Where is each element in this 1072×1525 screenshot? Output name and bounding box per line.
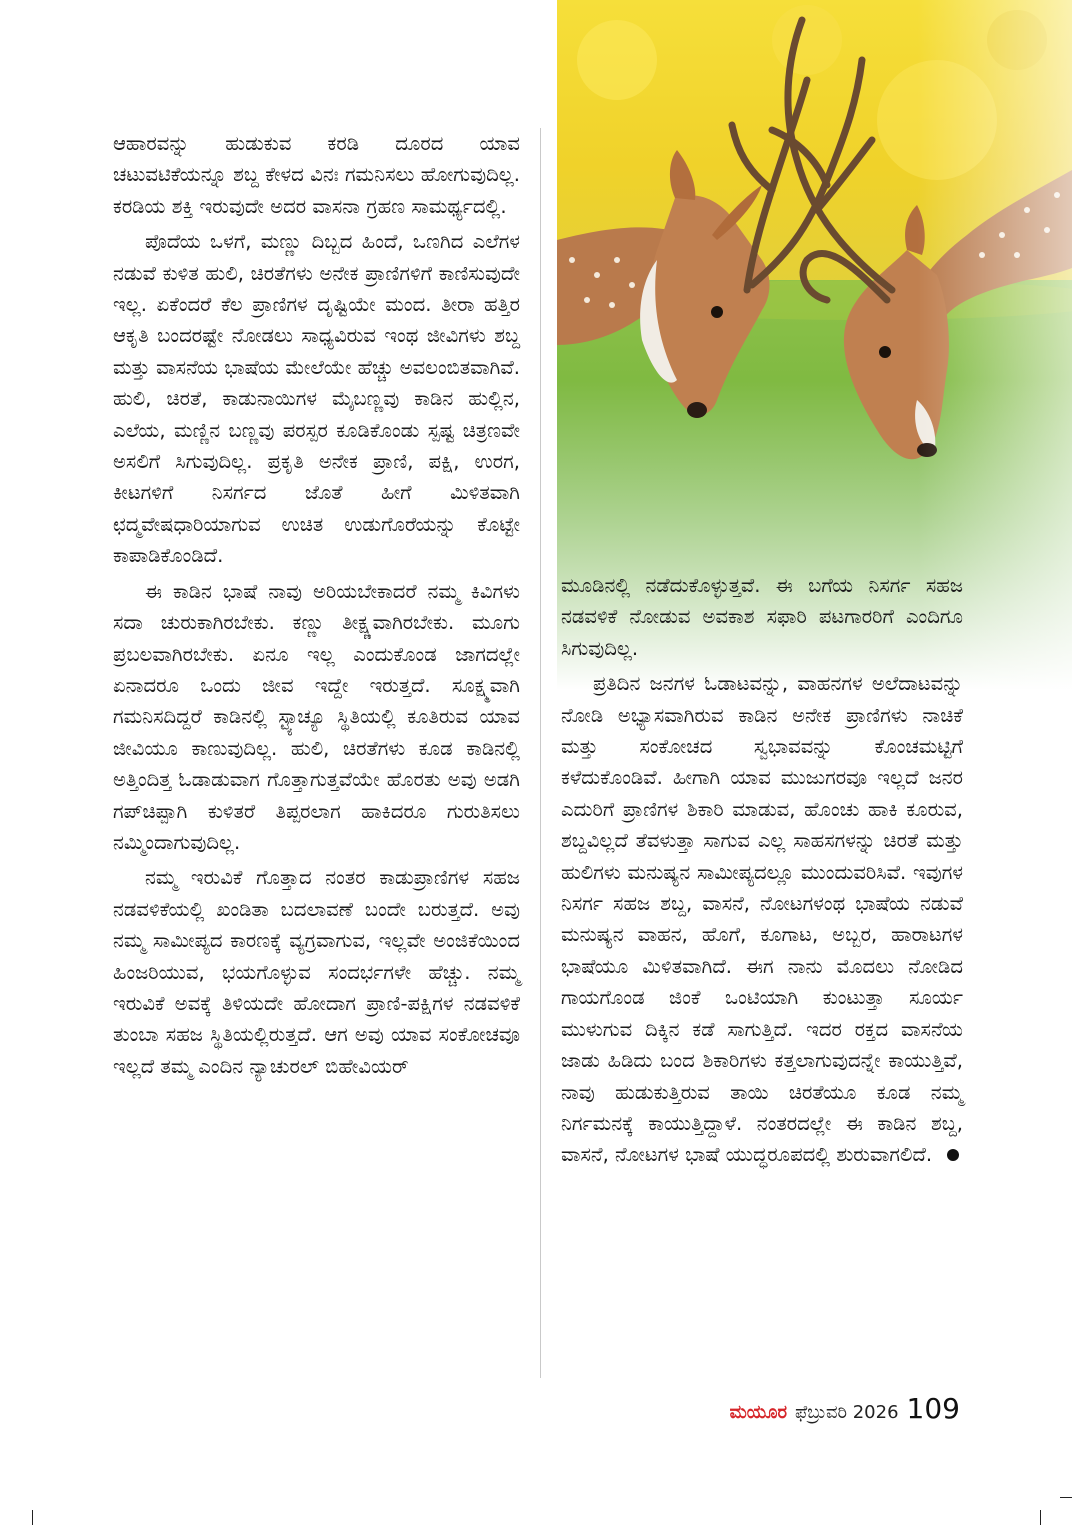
paragraph-text: ಪ್ರತಿದಿನ ಜನಗಳ ಓಡಾಟವನ್ನು, ವಾಹನಗಳ ಅಲೆದಾಟವನ್ನು ನೋಡಿ ಅಭ್ಯಾಸವಾಗಿರುವ ಕಾಡಿನ ಅನೇಕ ಪ್ರಾಣಿಗಳು ನಾಚಿಕೆ ಮತ್ತು ಸಂಕೋಚದ ಸ್ವಭಾವವನ್ನು ಕೊಂಚಮಟ್ಟಿಗೆ ಕಳೆದುಕೊಂಡಿವೆ. ಹೀಗಾಗಿ ಯಾವ ಮುಜುಗರವೂ ಇಲ್ಲದೆ ಜನರ ಎದುರಿಗೆ ಪ್ರಾಣಿಗಳ ಶಿಕಾರಿ ಮಾಡುವ, ಹೊಂಚು ಹಾಕಿ ಕೂರುವ, ಶಬ್ದವಿಲ್ಲದೆ ತೆವಳುತ್ತಾ ಸಾಗುವ ಎಲ್ಲ ಸಾಹಸಗಳನ್ನು ಚಿರತೆ ಮತ್ತು ಹುಲಿಗಳು ಮನುಷ್ಯನ ಸಾಮೀಪ್ಯದಲ್ಲೂ ಮುಂದುವರಿಸಿವೆ. ಇವುಗಳ ನಿಸರ್ಗ ಸಹಜ ಶಬ್ದ, ವಾಸನೆ, ನೋಟಗಳಂಥ ಭಾಷೆಯ ನಡುವೆ ಮನುಷ್ಯನ ವಾಹನ, ಹೊಗೆ, ಕೂಗಾಟ, ಅಬ್ಬರ, ಹಾರಾಟಗಳ ಭಾಷೆಯೂ ಮಿಳಿತವಾಗಿದೆ. ಈಗ ನಾನು ಮೊದಲು ನೋಡಿದ ಗಾಯಗೊಂಡ ಜಿಂಕೆ ಒಂಟಿಯಾಗಿ ಕುಂಟುತ್ತಾ ಸೂರ್ಯ ಮುಳುಗುವ ದಿಕ್ಕಿನ ಕಡೆ ಸಾಗುತ್ತಿದೆ. ಇದರ ರಕ್ತದ ವಾಸನೆಯ ಜಾಡು ಹಿಡಿದು ಬಂದ ಶಿಕಾರಿಗಳು ಕತ್ತಲಾಗುವುದನ್ನೇ ಕಾಯುತ್ತಿವೆ, ನಾವು ಹುಡುಕುತ್ತಿರುವ ತಾಯಿ ಚಿರತೆಯೂ ಕೂಡ ನಮ್ಮ ನಿರ್ಗಮನಕ್ಕೆ ಕಾಯುತ್ತಿದ್ದಾಳೆ. ನಂತರದಲ್ಲೇ ಈ ಕಾಡಿನ ಶಬ್ದ, ವಾಸನೆ, ನೋಟಗಳ ಭಾಷೆ ಯುದ್ಧರೂಪದಲ್ಲಿ ಶುರುವಾಗಲಿದೆ. (561, 672, 963, 1167)
column-divider (540, 128, 541, 1378)
paragraph: ಆಹಾರವನ್ನು ಹುಡುಕುವ ಕರಡಿ ದೂರದ ಯಾವ ಚಟುವಟಿಕೆಯನ್ನೂ ಶಬ್ದ ಕೇಳದ ವಿನಃ ಗಮನಿಸಲು ಹೋಗುವುದಿಲ್ಲ. ಕರಡಿಯ ಶಕ್ತಿ ಇರುವುದೇ ಅದರ ವಾಸನಾ ಗ್ರಹಣ ಸಾಮರ್ಥ್ಯದಲ್ಲಿ. (113, 132, 520, 218)
crop-mark (32, 1510, 33, 1525)
page-footer (730, 1392, 960, 1432)
paragraph: ನಮ್ಮ ಇರುವಿಕೆ ಗೊತ್ತಾದ ನಂತರ ಕಾಡುಪ್ರಾಣಿಗಳ ಸಹಜ ನಡವಳಿಕೆಯಲ್ಲಿ ಖಂಡಿತಾ ಬದಲಾವಣೆ ಬಂದೇ ಬರುತ್ತದೆ. ಅವು ನಮ್ಮ ಸಾಮೀಪ್ಯದ ಕಾರಣಕ್ಕೆ ವ್ಯಗ್ರವಾಗುವ, ಇಲ್ಲವೇ ಅಂಜಿಕೆಯಿಂದ ಹಿಂಜರಿಯುವ, ಭಯಗೊಳ್ಳುವ ಸಂದರ್ಭಗಳೇ ಹೆಚ್ಚು. ನಮ್ಮ ಇರುವಿಕೆ ಅವಕ್ಕೆ ತಿಳಿಯದೇ ಹೋದಾಗ ಪ್ರಾಣಿ-ಪಕ್ಷಿಗಳ ನಡವಳಿಕೆ ತುಂಬಾ ಸಹಜ ಸ್ಥಿತಿಯಲ್ಲಿರುತ್ತದೆ. ಆಗ ಅವು ಯಾವ ಸಂಕೋಚವೂ ಇಲ್ಲದೆ ತಮ್ಮ ಎಂದಿನ ನ್ಯಾಚುರಲ್ ಬಿಹೇವಿಯರ್ (113, 866, 520, 1078)
paragraph (561, 668, 963, 1171)
crop-mark (1040, 1510, 1041, 1525)
end-mark-icon (947, 1149, 959, 1161)
left-column (113, 128, 520, 1082)
paragraph: ಪೊದೆಯ ಒಳಗೆ, ಮಣ್ಣು ದಿಬ್ಬದ ಹಿಂದೆ, ಒಣಗಿದ ಎಲೆಗಳ ನಡುವೆ ಕುಳಿತ ಹುಲಿ, ಚಿರತೆಗಳು ಅನೇಕ ಪ್ರಾಣಿಗಳಿಗೆ ಕಾಣಿಸುವುದೇ ಇಲ್ಲ. ಏಕೆಂದರೆ ಕೆಲ ಪ್ರಾಣಿಗಳ ದೃಷ್ಟಿಯೇ ಮಂದ. ತೀರಾ ಹತ್ತಿರ ಆಕೃತಿ ಬಂದರಷ್ಟೇ ನೋಡಲು ಸಾಧ್ಯವಿರುವ ಇಂಥ ಜೀವಿಗಳು ಶಬ್ದ ಮತ್ತು ವಾಸನೆಯ ಭಾಷೆಯ ಮೇಲೆಯೇ ಹೆಚ್ಚು ಅವಲಂಬಿತವಾಗಿವೆ. ಹುಲಿ, ಚಿರತೆ, ಕಾಡುನಾಯಿಗಳ ಮೈಬಣ್ಣವು ಕಾಡಿನ ಹುಲ್ಲಿನ, ಎಲೆಯ, ಮಣ್ಣಿನ ಬಣ್ಣವು ಪರಸ್ಪರ ಕೂಡಿಕೊಂಡು ಸ್ಪಷ್ಟ ಚಿತ್ರಣವೇ ಅಸಲಿಗೆ ಸಿಗುವುದಿಲ್ಲ. ಪ್ರಕೃತಿ ಅನೇಕ ಪ್ರಾಣಿ, ಪಕ್ಷಿ, ಉರಗ, ಕೀಟಗಳಿಗೆ ನಿಸರ್ಗದ ಜೊತೆ ಹೀಗೆ ಮಿಳಿತವಾಗಿ ಛದ್ಮವೇಷಧಾರಿಯಾಗುವ ಉಚಿತ ಉಡುಗೊರೆಯನ್ನು ಕೊಟ್ಟೇ ಕಾಪಾಡಿಕೊಂಡಿದೆ. (113, 230, 520, 568)
paragraph: ಮೂಡಿನಲ್ಲಿ ನಡೆದುಕೊಳ್ಳುತ್ತವೆ. ಈ ಬಗೆಯ ನಿಸರ್ಗ ಸಹಜ ನಡವಳಿಕೆ ನೋಡುವ ಅವಕಾಶ ಸಫಾರಿ ಪಟಗಾರರಿಗೆ ಎಂದಿಗೂ ಸಿಗುವುದಿಲ್ಲ. (561, 574, 963, 660)
magazine-logo: ಮಯೂರ (729, 1402, 787, 1423)
crop-mark (1060, 1497, 1072, 1498)
page-number: 109 (906, 1392, 960, 1425)
paragraph: ಈ ಕಾಡಿನ ಭಾಷೆ ನಾವು ಅರಿಯಬೇಕಾದರೆ ನಮ್ಮ ಕಿವಿಗಳು ಸದಾ ಚುರುಕಾಗಿರಬೇಕು. ಕಣ್ಣು ತೀಕ್ಷ್ಣವಾಗಿರಬೇಕು. ಮೂಗು ಪ್ರಬಲವಾಗಿರಬೇಕು. ಏನೂ ಇಲ್ಲ ಎಂದುಕೊಂಡ ಜಾಗದಲ್ಲೇ ಏನಾದರೂ ಒಂದು ಜೀವ ಇದ್ದೇ ಇರುತ್ತದೆ. ಸೂಕ್ಷ್ಮವಾಗಿ ಗಮನಿಸದಿದ್ದರೆ ಕಾಡಿನಲ್ಲಿ ಸ್ಟ್ಯಾಚ್ಯೂ ಸ್ಥಿತಿಯಲ್ಲಿ ಕೂತಿರುವ ಯಾವ ಜೀವಿಯೂ ಕಾಣುವುದಿಲ್ಲ. ಹುಲಿ, ಚಿರತೆಗಳು ಕೂಡ ಕಾಡಿನಲ್ಲಿ ಅತ್ತಿಂದಿತ್ತ ಓಡಾಡುವಾಗ ಗೊತ್ತಾಗುತ್ತವೆಯೇ ಹೊರತು ಅವು ಅಡಗಿ ಗಪ್‌ಚಿಪ್ಪಾಗಿ ಕುಳಿತರೆ ತಿಪ್ಪರಲಾಗ ಹಾಕಿದರೂ ಗುರುತಿಸಲು ನಮ್ಮಿಂದಾಗುವುದಿಲ್ಲ. (113, 579, 520, 854)
issue-date: ಫೆಬ್ರುವರಿ 2026 (794, 1402, 899, 1423)
right-column (561, 570, 963, 1171)
